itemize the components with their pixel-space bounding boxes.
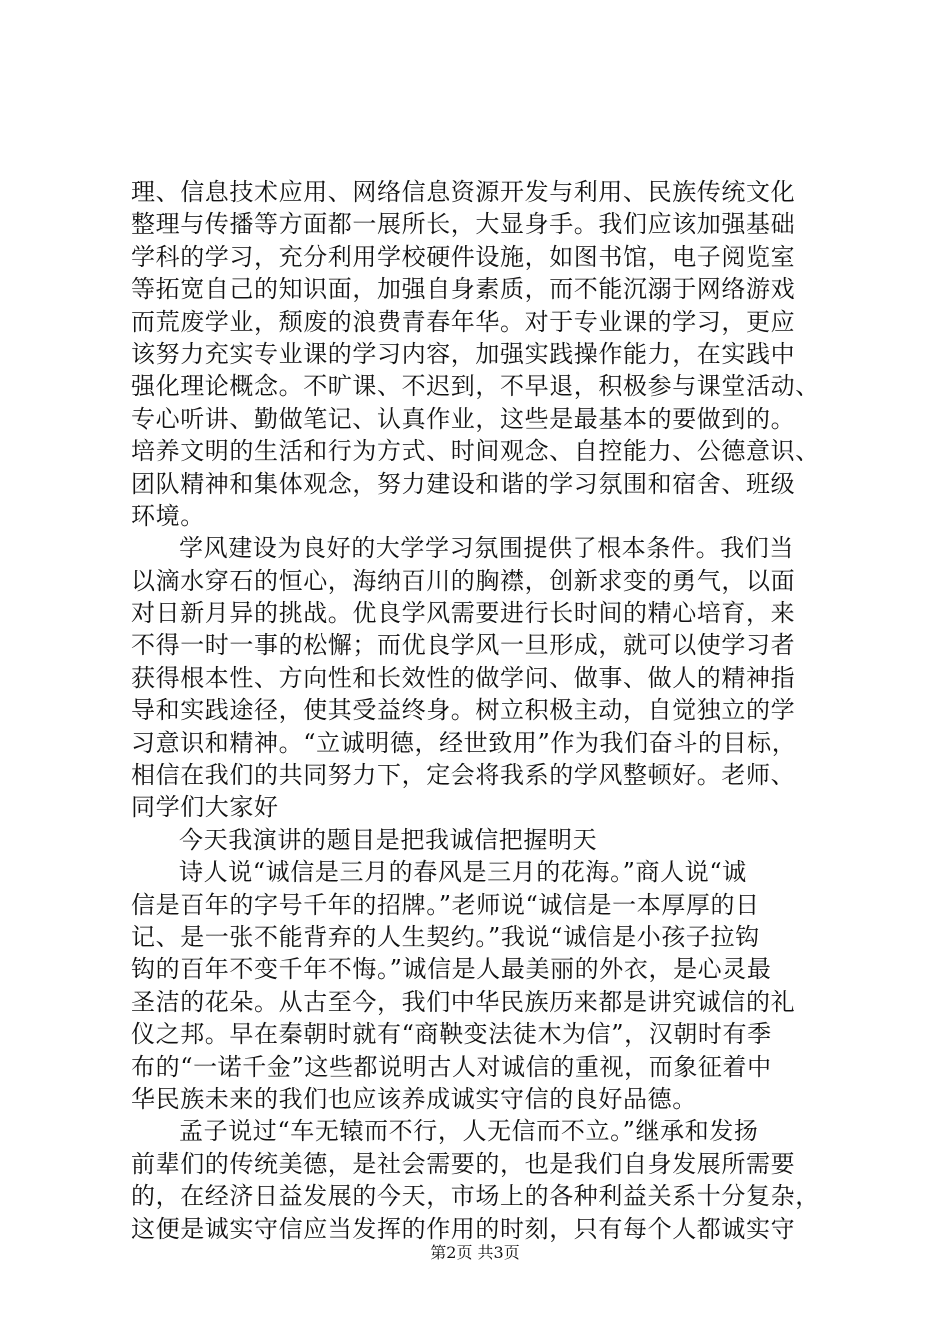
text-line: 仪之邦。早在秦朝时就有“商鞅变法徒木为信”，汉朝时有季 <box>131 1020 772 1049</box>
text-line: 华民族未来的我们也应该养成诚实守信的良好品德。 <box>131 1084 697 1113</box>
text-line: 今天我演讲的题目是把我诚信把握明天 <box>179 825 598 854</box>
text-line: 学风建设为良好的大学学习氛围提供了根本条件。我们当 <box>179 534 794 563</box>
text-line: 强化理论概念。不旷课、不迟到，不早退，积极参与课堂活动、 <box>131 372 820 401</box>
text-line: 记、是一张不能背弃的人生契约。”我说“诚信是小孩子拉钩 <box>131 922 760 951</box>
text-line: 的，在经济日益发展的今天，市场上的各种利益关系十分复杂， <box>131 1182 820 1211</box>
body-text <box>131 176 831 1245</box>
text-line: 这便是诚实守信应当发挥的作用的时刻，只有每个人都诚实守 <box>131 1214 796 1243</box>
text-line: 获得根本性、方向性和长效性的做学问、做事、做人的精神指 <box>131 663 796 692</box>
text-line: 培养文明的生活和行为方式、时间观念、自控能力、公德意识、 <box>131 437 820 466</box>
text-line: 布的“一诺千金”这些都说明古人对诚信的重视，而象征着中 <box>131 1052 772 1081</box>
text-line: 该努力充实专业课的学习内容，加强实践操作能力，在实践中 <box>131 339 796 368</box>
text-line: 导和实践途径，使其受益终身。树立积极主动，自觉独立的学 <box>131 696 796 725</box>
text-line: 钩的百年不变千年不悔。”诚信是人最美丽的外衣，是心灵最 <box>131 955 772 984</box>
text-line: 对日新月异的挑战。优良学风需要进行长时间的精心培育，来 <box>131 599 796 628</box>
text-line: 同学们大家好 <box>131 793 279 822</box>
text-line: 以滴水穿石的恒心，海纳百川的胸襟，创新求变的勇气，以面 <box>131 566 796 595</box>
page-footer: 第2页 共3页 <box>430 1243 520 1262</box>
text-line: 不得一时一事的松懈；而优良学风一旦形成，就可以使学习者 <box>131 631 796 660</box>
text-line: 专心听讲、勤做笔记、认真作业，这些是最基本的要做到的。 <box>131 404 796 433</box>
text-line: 理、信息技术应用、网络信息资源开发与利用、民族传统文化 <box>131 178 796 206</box>
text-line: 孟子说过“车无辕而不行，人无信而不立。”继承和发扬 <box>179 1117 759 1146</box>
text-line: 习意识和精神。“立诚明德，经世致用”作为我们奋斗的目标， <box>131 728 797 757</box>
text-line: 信是百年的字号千年的招牌。”老师说“诚信是一本厚厚的日 <box>131 890 760 919</box>
text-line: 等拓宽自己的知识面，加强自身素质，而不能沉溺于网络游戏 <box>131 275 796 304</box>
text-line: 诗人说“诚信是三月的春风是三月的花海。”商人说“诚 <box>179 858 747 887</box>
text-line: 前辈们的传统美德，是社会需要的，也是我们自身发展所需要 <box>131 1149 796 1178</box>
text-line: 学科的学习，充分利用学校硬件设施，如图书馆，电子阅览室 <box>131 242 796 271</box>
text-line: 整理与传播等方面都一展所长，大显身手。我们应该加强基础 <box>131 210 796 239</box>
text-line: 团队精神和集体观念，努力建设和谐的学习氛围和宿舍、班级 <box>131 469 796 498</box>
text-line: 相信在我们的共同努力下，定会将我系的学风整顿好。老师、 <box>131 761 796 790</box>
text-line: 圣洁的花朵。从古至今，我们中华民族历来都是讲究诚信的礼 <box>131 987 796 1016</box>
text-line: 环境。 <box>131 501 205 530</box>
text-line: 而荒废学业，颓废的浪费青春年华。对于专业课的学习，更应 <box>131 307 796 336</box>
